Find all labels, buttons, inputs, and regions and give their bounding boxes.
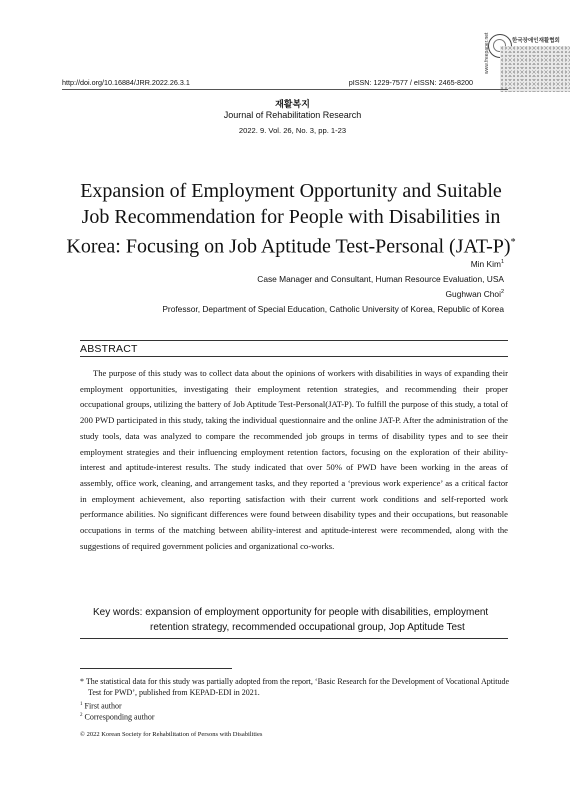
footnote-2 — [80, 711, 510, 723]
footnote-1-text: First author — [84, 701, 122, 711]
logo-url: www.freepaper.net — [484, 32, 490, 74]
author-2-affiliation: Professor, Department of Special Education, Catholic University of Korea, Republic of Korea — [162, 304, 504, 314]
title-line-1: Expansion of Employment Opportunity and Suitable — [80, 180, 502, 202]
author-1-name-text: Min Kim — [470, 259, 501, 269]
footnote-star — [80, 677, 518, 699]
footnote-star-mark: * — [80, 677, 84, 686]
title-line-3-text: Korea: Focusing on Job Aptitude Test-Personal (JAT-P) — [66, 235, 511, 258]
journal-name-korean: 재활복지 — [275, 99, 310, 109]
abstract-top-rule — [80, 340, 508, 341]
journal-issue-info: 2022. 9. Vol. 26, No. 3, pp. 1-23 — [238, 126, 347, 135]
author-1-name — [471, 259, 504, 269]
abstract-heading-rule — [80, 356, 508, 357]
journal-logo — [484, 32, 572, 92]
abstract-heading: ABSTRACT — [80, 343, 138, 355]
keywords-text-1: expansion of employment opportunity for people with disabilities, employment — [145, 607, 489, 618]
author-1-mark: 1 — [500, 259, 504, 266]
footnote-2-text: Corresponding author — [84, 712, 155, 722]
journal-name-english: Journal of Rehabilitation Research — [223, 110, 362, 120]
keywords-label: Key words: — [93, 607, 143, 618]
doi-link[interactable]: http://doi.org/10.16884/JRR.2022.26.3.1 — [62, 78, 190, 87]
logo-pattern — [500, 46, 570, 92]
title-line-3 — [60, 230, 522, 260]
copyright-notice: © 2022 Korean Society for Rehabilitation of Persons with Disabilities — [80, 731, 263, 738]
footnote-1-mark: 1 — [80, 702, 83, 707]
keywords-bottom-rule — [80, 638, 508, 639]
author-1-affiliation: Case Manager and Consultant, Human Resource Evaluation, USA — [257, 274, 504, 284]
header-divider — [62, 89, 508, 90]
paper-title — [60, 178, 522, 260]
footnote-rule — [80, 668, 232, 669]
title-footnote-mark: * — [510, 237, 516, 248]
footnote-2-mark: 2 — [80, 713, 83, 718]
footnote-star-text: The statistical data for this study was partially adopted from the report, ‘Basic Research for the Development of Vocational Aptitude Test for PWD’, published from KEPAD-EDI in 2021. — [85, 677, 509, 697]
logo-org-name: 한국장애인재활협회 — [512, 38, 560, 44]
title-line-2: Job Recommendation for People with Disabilities in — [81, 206, 501, 228]
keywords — [93, 606, 513, 635]
author-2-name — [446, 289, 504, 299]
author-2-name-text: Gughwan Choi — [445, 289, 501, 299]
abstract-text: The purpose of this study was to collect data about the opinions of workers with disabilities in ways of expanding their employment opportunities, investigating their employment retention strategies, and recommending their proper occupational groups, utilizing the battery of Job Aptitude Test-Personal(JAT-P). To fulfill the purpose of this study, a total of 200 PWD participated in this study, taking the individual questionnaire and the online JAT-P. After the administration of the study tools, data was analyzed to compare the recommended job groups in terms of disability types and to see their employment strategies and their influencing employment retention factors, focusing on the exploration of their ability-interest and aptitude-interest results. The study indicated that over 50% of PWD have been working in the areas of assembly, office work, cleaning, and arrangement tasks, and they reported a ‘previous work experience’ as a critical factor in employment achievement, also reporting satisfaction with their current work conditions and self-reported work performance abilities. No significant differences were found between disability types and their occupations, but reasonable occupations in terms of the matching between ability-interest and aptitude-interest were recommended, along with the suggestions of required government policies and organizational co-works. — [80, 368, 508, 551]
keywords-text-2: retention strategy, recommended occupational group, Jop Aptitude Test — [150, 621, 465, 633]
keywords-line-1 — [93, 606, 513, 621]
issn-info: pISSN: 1229-7577 / eISSN: 2465-8200 — [348, 78, 473, 87]
author-2-mark: 2 — [500, 289, 504, 296]
